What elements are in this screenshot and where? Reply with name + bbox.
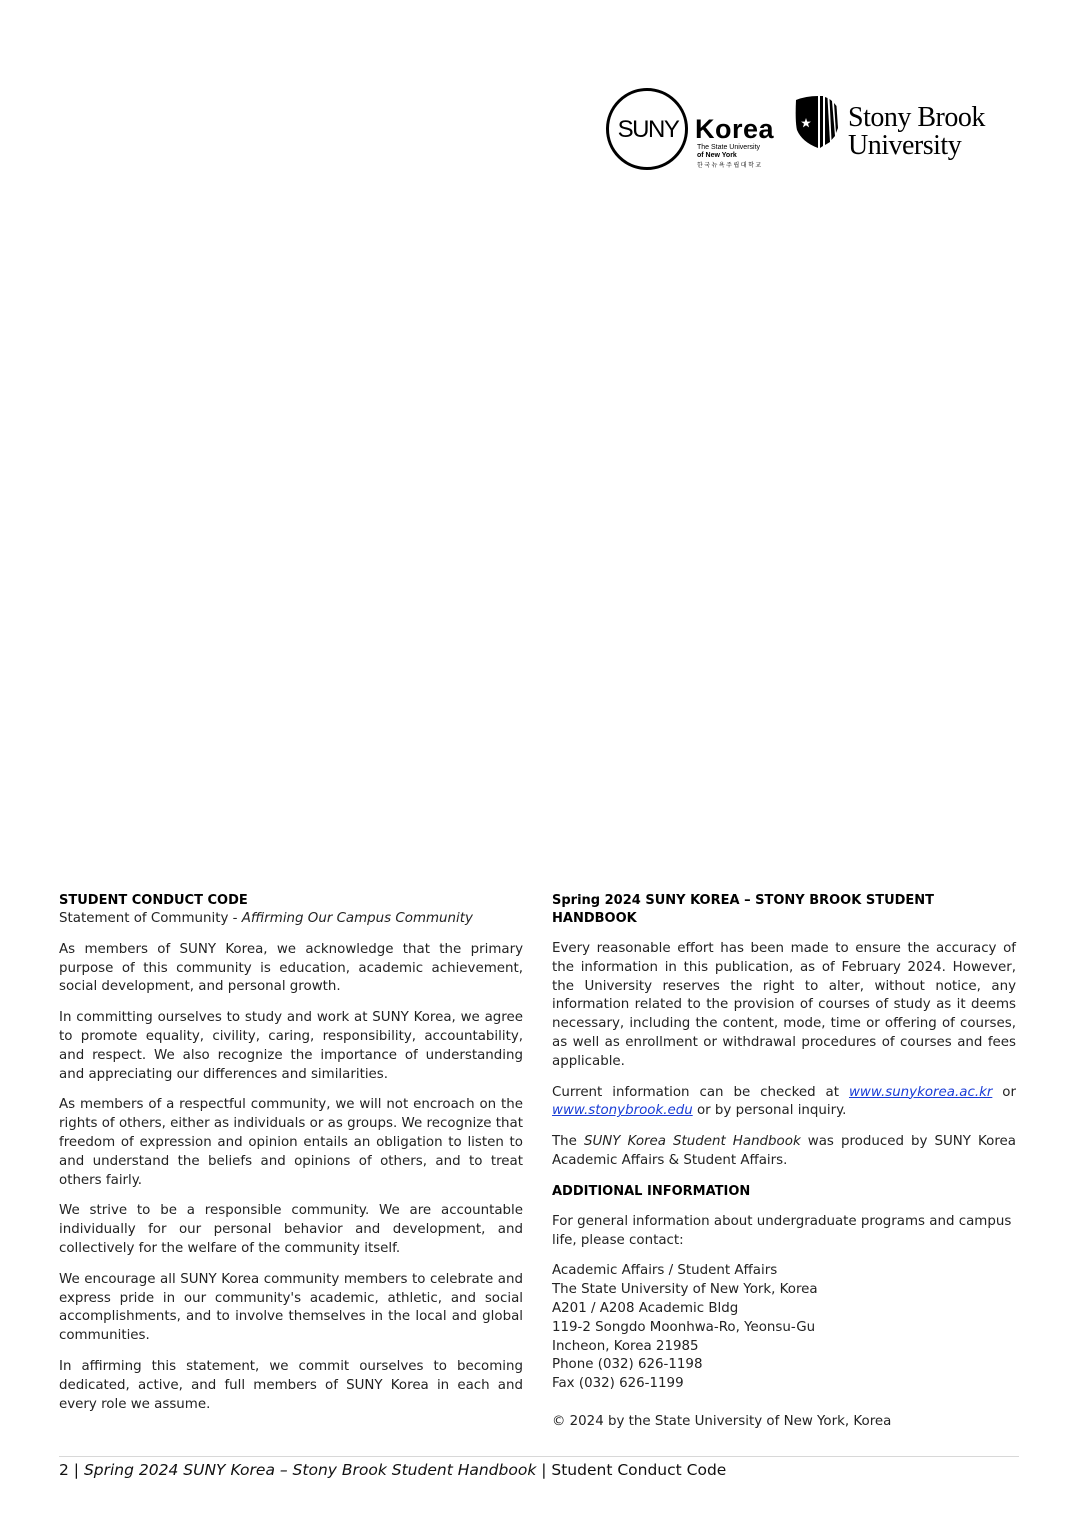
- address-line: A201 / A208 Academic Bldg: [552, 1300, 739, 1316]
- paragraph: We strive to be a responsible community. We are accountable individually for our personal behavior and development, and collectively for the welfare of the community itself.: [59, 1203, 523, 1256]
- footer-title: Spring 2024 SUNY Korea – Stony Brook Student Handbook: [83, 1461, 537, 1479]
- section-subheading: [59, 910, 523, 929]
- page-footer: [59, 1461, 726, 1479]
- copyright: © 2024 by the State University of New York, Korea: [552, 1413, 892, 1429]
- additional-info-heading: ADDITIONAL INFORMATION: [552, 1183, 751, 1199]
- shield-icon: [794, 94, 840, 150]
- footer-section: Student Conduct Code: [551, 1461, 727, 1479]
- sunykorea-link[interactable]: www.sunykorea.ac.kr: [848, 1084, 993, 1100]
- links-text: Current information can be checked at: [552, 1084, 849, 1100]
- paragraph: In committing ourselves to study and work at SUNY Korea, we agree to promote equality, civility, caring, responsibility, accountability, and respect. We also recognize the importance of understanding and appreciating our differences and similarities.: [59, 1010, 523, 1082]
- suny-korea-logo: [604, 86, 774, 176]
- phone-line: Phone (032) 626-1198: [552, 1357, 703, 1373]
- stony-brook-line2: University: [848, 130, 962, 161]
- subheading-text: Statement of Community -: [59, 911, 242, 926]
- right-column: [552, 892, 1016, 1432]
- page-number: 2: [59, 1461, 69, 1479]
- footer-separator: |: [68, 1461, 84, 1479]
- section-heading: STUDENT CONDUCT CODE: [59, 893, 248, 908]
- header-logos: [604, 86, 994, 178]
- suny-logo-korea: Korea: [695, 114, 775, 144]
- stonybrook-link[interactable]: www.stonybrook.edu: [552, 1103, 693, 1119]
- paragraph: As members of a respectful community, we will not encroach on the rights of others, either as individuals or as groups. We recognize that freedom of expression and opinion entails an obligation to listen to and understand the beliefs and opinions of others, and to treat others fairly.: [59, 1097, 523, 1188]
- stony-brook-line1: Stony Brook: [848, 102, 985, 133]
- footer-divider: [59, 1456, 1019, 1457]
- paragraph: We encourage all SUNY Korea community members to celebrate and express pride in our community's academic, athletic, and social accomplishments, and to involve themselves in the local and global communities.: [59, 1271, 523, 1344]
- address-line: The State University of New York, Korea: [552, 1282, 818, 1298]
- handbook-heading: Spring 2024 SUNY KOREA – STONY BROOK STUDENT HANDBOOK: [552, 893, 935, 926]
- produced-by-paragraph: [552, 1133, 1016, 1171]
- disclaimer-paragraph: Every reasonable effort has been made to ensure the accuracy of the information in this publication, as of February 2024. However, the University reserves the right to alter, without notice, any information related to the provision of courses of study as it deems necessary, including the content, mode, time or offering of courses, as well as enrollment or withdrawal procedures of courses and fees applicable.: [552, 941, 1016, 1069]
- address-line: Academic Affairs / Student Affairs: [552, 1263, 778, 1279]
- address-line: 119-2 Songdo Moonhwa-Ro, Yeonsu-Gu: [552, 1319, 816, 1335]
- contact-address: [552, 1262, 1016, 1394]
- paragraph: In affirming this statement, we commit ourselves to becoming dedicated, active, and full members of SUNY Korea in each and every role we assume.: [59, 1358, 523, 1412]
- produced-text: The: [552, 1134, 584, 1150]
- handbook-title-italic: SUNY Korea Student Handbook: [583, 1134, 801, 1150]
- fax-line: Fax (032) 626-1199: [552, 1376, 684, 1392]
- contact-intro: For general information about undergraduate programs and campus life, please contact:: [552, 1213, 1012, 1248]
- left-column: [59, 892, 523, 1426]
- suny-logo-line3: 한국뉴욕주립대학교: [697, 163, 763, 169]
- links-text: or by personal inquiry.: [692, 1103, 847, 1119]
- stony-brook-logo: [794, 94, 994, 164]
- paragraph: As members of SUNY Korea, we acknowledge that the primary purpose of this community is education, academic achievement, social development, and personal growth.: [59, 941, 523, 995]
- address-line: Incheon, Korea 21985: [552, 1338, 699, 1354]
- suny-logo-line1: The State University: [697, 144, 761, 151]
- stony-brook-wordmark: [848, 104, 985, 160]
- suny-logo-line2: of New York: [697, 152, 737, 159]
- footer-separator: |: [536, 1461, 552, 1479]
- produced-text: was produced by SUNY Korea Academic Affairs & Student Affairs.: [552, 1134, 1016, 1168]
- links-paragraph: [552, 1084, 1016, 1122]
- subheading-italic: Affirming Our Campus Community: [241, 911, 473, 926]
- suny-logo-mark: SUNY: [617, 116, 679, 143]
- links-text: or: [992, 1084, 1016, 1100]
